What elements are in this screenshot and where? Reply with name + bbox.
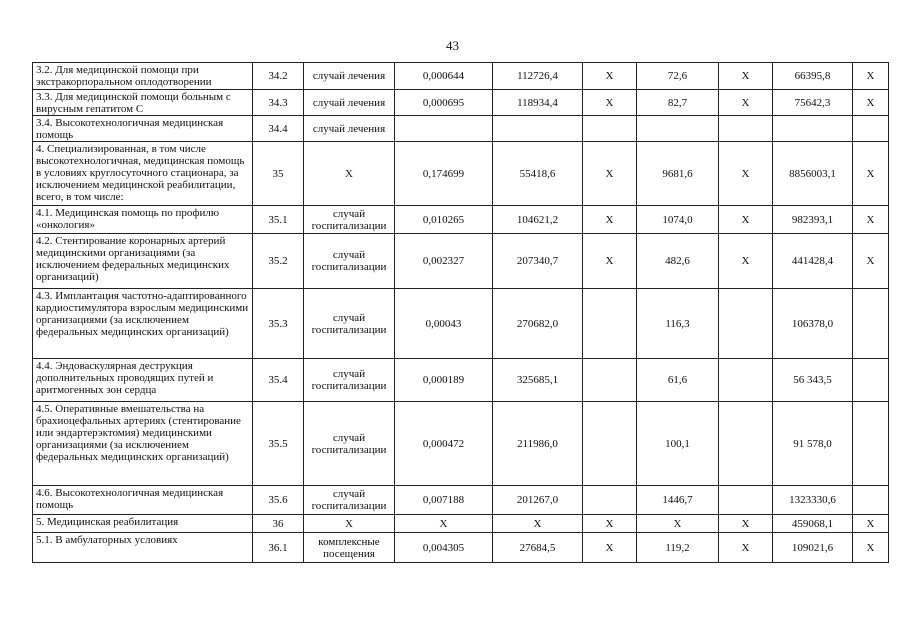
- cell-c10: Х: [853, 206, 889, 234]
- cell-cost: 27684,5: [493, 533, 583, 563]
- cell-line: 35.5: [253, 402, 304, 486]
- cell-unit: случай госпитализации: [304, 359, 395, 402]
- cell-c8: Х: [719, 206, 773, 234]
- cell-c9: 441428,4: [773, 234, 853, 289]
- cell-cost: 325685,1: [493, 359, 583, 402]
- cell-line: 34.4: [253, 116, 304, 142]
- cell-name: 5. Медицинская реабилитация: [33, 515, 253, 533]
- cell-c8: [719, 116, 773, 142]
- cell-c7: 1446,7: [637, 486, 719, 515]
- table-row: [33, 90, 889, 116]
- cell-name: 4.1. Медицинская помощь по профилю «онкология»: [33, 206, 253, 234]
- cell-c8: Х: [719, 142, 773, 206]
- table-row: [33, 63, 889, 90]
- cell-name: 3.3. Для медицинской помощи больным с вирусным гепатитом С: [33, 90, 253, 116]
- cell-norm: 0,010265: [395, 206, 493, 234]
- cell-name: 4.2. Стентирование коронарных артерий медицинскими организациями (за исключением федеральных медицинских организаций): [33, 234, 253, 289]
- cell-c7: 9681,6: [637, 142, 719, 206]
- cell-line: 35.1: [253, 206, 304, 234]
- table-row: [33, 116, 889, 142]
- table-row: [33, 142, 889, 206]
- cell-c10: [853, 289, 889, 359]
- cell-cost: Х: [493, 515, 583, 533]
- cell-norm: 0,000472: [395, 402, 493, 486]
- cell-name: 5.1. В амбулаторных условиях: [33, 533, 253, 563]
- cell-name: 4.4. Эндоваскулярная деструкция дополнительных проводящих путей и аритмогенных зон сердца: [33, 359, 253, 402]
- cell-c10: Х: [853, 515, 889, 533]
- cell-c6: [583, 359, 637, 402]
- cell-c9: 1323330,6: [773, 486, 853, 515]
- cell-cost: 112726,4: [493, 63, 583, 90]
- cell-c8: Х: [719, 533, 773, 563]
- cell-line: 35.6: [253, 486, 304, 515]
- cell-c10: [853, 486, 889, 515]
- cell-unit: случай лечения: [304, 63, 395, 90]
- cell-c9: 109021,6: [773, 533, 853, 563]
- cell-norm: 0,000189: [395, 359, 493, 402]
- cell-c9: 106378,0: [773, 289, 853, 359]
- cell-c9: 56 343,5: [773, 359, 853, 402]
- cell-c8: [719, 289, 773, 359]
- cell-line: 35.3: [253, 289, 304, 359]
- cell-c9: 459068,1: [773, 515, 853, 533]
- cell-norm: 0,004305: [395, 533, 493, 563]
- cell-c6: [583, 289, 637, 359]
- cell-unit: Х: [304, 142, 395, 206]
- cell-name: 4.6. Высокотехнологичная медицинская помощь: [33, 486, 253, 515]
- cell-line: 35: [253, 142, 304, 206]
- cell-norm: 0,007188: [395, 486, 493, 515]
- cell-c10: Х: [853, 90, 889, 116]
- cell-cost: 55418,6: [493, 142, 583, 206]
- table-row: [33, 486, 889, 515]
- cell-line: 34.2: [253, 63, 304, 90]
- cell-norm: 0,000644: [395, 63, 493, 90]
- cell-norm: Х: [395, 515, 493, 533]
- cell-c9: 66395,8: [773, 63, 853, 90]
- cell-c10: [853, 116, 889, 142]
- cell-c10: Х: [853, 234, 889, 289]
- cell-c8: [719, 402, 773, 486]
- cell-c6: Х: [583, 63, 637, 90]
- cell-c7: 72,6: [637, 63, 719, 90]
- cell-c9: 982393,1: [773, 206, 853, 234]
- table-row: [33, 515, 889, 533]
- cell-norm: 0,00043: [395, 289, 493, 359]
- cell-cost: 118934,4: [493, 90, 583, 116]
- cell-c8: [719, 486, 773, 515]
- cell-c6: Х: [583, 234, 637, 289]
- cell-c10: Х: [853, 142, 889, 206]
- cell-c8: Х: [719, 90, 773, 116]
- cell-norm: 0,002327: [395, 234, 493, 289]
- cell-c6: Х: [583, 206, 637, 234]
- cell-c7: 119,2: [637, 533, 719, 563]
- cell-c10: [853, 359, 889, 402]
- cell-line: 36.1: [253, 533, 304, 563]
- cell-line: 35.2: [253, 234, 304, 289]
- cell-c6: Х: [583, 533, 637, 563]
- table-row: [33, 359, 889, 402]
- cell-cost: 207340,7: [493, 234, 583, 289]
- cell-cost: 201267,0: [493, 486, 583, 515]
- cell-unit: случай госпитализации: [304, 402, 395, 486]
- table-row: [33, 533, 889, 563]
- cell-c10: Х: [853, 533, 889, 563]
- table-row: [33, 234, 889, 289]
- cell-c7: 61,6: [637, 359, 719, 402]
- cell-c9: [773, 116, 853, 142]
- cell-c7: 82,7: [637, 90, 719, 116]
- table-row: [33, 206, 889, 234]
- cell-line: 36: [253, 515, 304, 533]
- cell-c6: [583, 486, 637, 515]
- cell-norm: 0,000695: [395, 90, 493, 116]
- cell-c8: Х: [719, 234, 773, 289]
- cell-unit: случай лечения: [304, 116, 395, 142]
- cell-c8: Х: [719, 63, 773, 90]
- cell-line: 35.4: [253, 359, 304, 402]
- cell-cost: [493, 116, 583, 142]
- table-row: [33, 289, 889, 359]
- cell-line: 34.3: [253, 90, 304, 116]
- cell-unit: Х: [304, 515, 395, 533]
- cell-c9: 91 578,0: [773, 402, 853, 486]
- cell-c6: [583, 116, 637, 142]
- cell-c7: [637, 116, 719, 142]
- cell-c7: 116,3: [637, 289, 719, 359]
- cell-c8: Х: [719, 515, 773, 533]
- cell-unit: комплексные посещения: [304, 533, 395, 563]
- cell-c8: [719, 359, 773, 402]
- cell-c7: 100,1: [637, 402, 719, 486]
- cell-name: 4.5. Оперативные вмешательства на брахиоцефальных артериях (стентирование или эндартерэктомия) медицинскими организациями (за исключением федеральных медицинских организаций): [33, 402, 253, 486]
- data-table: [32, 62, 889, 563]
- cell-c7: 482,6: [637, 234, 719, 289]
- cell-c10: [853, 402, 889, 486]
- cell-c9: 75642,3: [773, 90, 853, 116]
- cell-c9: 8856003,1: [773, 142, 853, 206]
- cell-cost: 270682,0: [493, 289, 583, 359]
- cell-c6: Х: [583, 515, 637, 533]
- cell-norm: [395, 116, 493, 142]
- cell-norm: 0,174699: [395, 142, 493, 206]
- cell-unit: случай госпитализации: [304, 234, 395, 289]
- cell-cost: 104621,2: [493, 206, 583, 234]
- cell-name: 4. Специализированная, в том числе высокотехнологичная, медицинская помощь в условиях круглосуточного стационара, за исключением медицинской реабилитации, всего, в том числе:: [33, 142, 253, 206]
- table-row: [33, 402, 889, 486]
- cell-unit: случай госпитализации: [304, 206, 395, 234]
- cell-c6: Х: [583, 142, 637, 206]
- cell-name: 3.4. Высокотехнологичная медицинская помощь: [33, 116, 253, 142]
- cell-name: 4.3. Имплантация частотно-адаптированного кардиостимулятора взрослым медицинскими организациями (за исключением федеральных медицинских организаций): [33, 289, 253, 359]
- cell-unit: случай госпитализации: [304, 486, 395, 515]
- cell-cost: 211986,0: [493, 402, 583, 486]
- cell-c6: Х: [583, 90, 637, 116]
- cell-c10: Х: [853, 63, 889, 90]
- cell-c6: [583, 402, 637, 486]
- page-number: 43: [446, 38, 459, 53]
- cell-c7: Х: [637, 515, 719, 533]
- cell-unit: случай лечения: [304, 90, 395, 116]
- cell-unit: случай госпитализации: [304, 289, 395, 359]
- cell-c7: 1074,0: [637, 206, 719, 234]
- cell-name: 3.2. Для медицинской помощи при экстракорпоральном оплодотворении: [33, 63, 253, 90]
